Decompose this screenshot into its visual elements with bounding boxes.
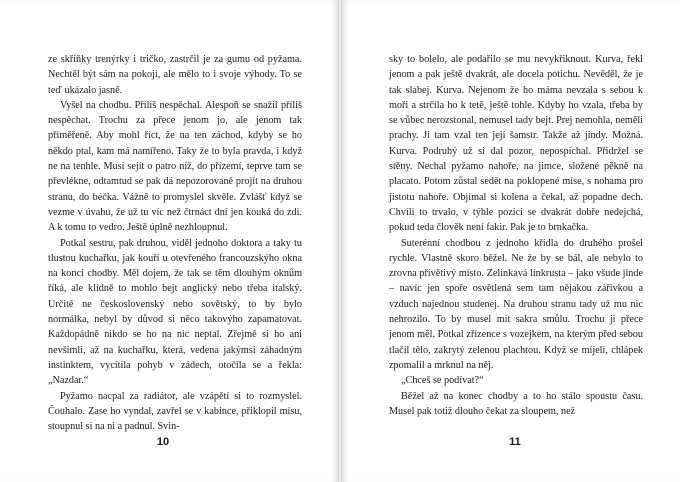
page-number: 10 (156, 436, 170, 448)
paragraph: sky to bolelo, ale podařilo se mu nevykřiknout. Kurva, řekl jenom a pak ještě dvakrát, ale docela potichu. Nevěděl, že je tak slabej. Kurva. Nejenom že ho máma nevzala s sebou k moři a strčila ho k tetě, ještě tohle. Kdyby ho vzala, třeba by se vůbec nerozstonal, nemusel tady bejt. Prej nemohla, neměli prachy. Ji tam vzal ten její šamstr. Takže až jindy. Možná. Kurva. Podruhý už si dal pozor, nepospíchal. Přidržel se stěny. Nechal pyžamo nahoře, na jimce, složené pěkně na placato. Potom zůstal sedět na poklopené míse, s nohama pro jistotu nahoře. Objímal si kolena a čekal, až popadne dech. Chvíli to trvalo, v týhle pozici se dvakrát dobře nedejchá, pokud teda člověk není fakir. Pak je to brnkačka. (389, 54, 643, 234)
right-page-text (389, 52, 643, 419)
paragraph: Potkal sestru, pak druhou, viděl jednoho doktora a taky tu tlustou kuchařku, jak kouří u otevřeného francouzskýho okna na konci chodby. Měl dojem, že tak se těm dlouhým oknům říká, ale klidně to mohlo bejt anglický nebo třeba italský. Určitě ne československý nebo sovětský, to by bylo normálka, nebyl by důvod si něco takovýho zapamatovat. Každopádně nikdo se ho na nic neptal. Zřejmě si ho ani nevšimli, až na kuchařku, která, vedena jakýmsi záhadným instinktem, vycítila pohyb v zádech, otočila se a řekla: „Nazdar.“ (48, 237, 302, 387)
paragraph: Pyžamo nacpal za radiátor, ale vzápětí si to rozmyslel. Čouhalo. Zase ho vyndal, zavřel se v kabince, přiklopil mísu, stoupnul si na ni a padnul. Svin- (48, 390, 302, 433)
left-page-text (48, 52, 302, 434)
left-page (0, 0, 338, 482)
right-page (342, 0, 680, 482)
paragraph: „Chceš se podívat?“ (401, 375, 484, 387)
paragraph: Běžel až na konec chodby a to ho stálo spoustu času. Musel pak totiž dlouho čekat za sloupem, než (389, 390, 643, 417)
paragraph: ze skříňky trenýrky i tričko, zastrčil je za gumu od pyžama. Nechtěl být sám na pokoji, ale mělo to i svoje výhody. To se teď ukázalo jasně. (48, 54, 302, 96)
paragraph: Suterénní chodbou z jednoho křídla do druhého prošel rychle. Vlastně skoro běžel. Ne že by se bál, ale nebylo to zrovna přívětivý místo. Zelinkavá linkrusta – jako všude jinde – navíc jen spoře osvětlená sem tam nějakou zářivkou a vzduch najednou studenej. Na druhou stranu tady už mu nic nehrozilo. To by musel mít sakra smůlu. Trochu ji přece jenom měl. Potkal zřízence s vozejkem, na kterým před sebou tlačil tělo, zakrytý zelenou plachtou. Když se míjeli, chlápek zpomalil a mrknul na něj. (389, 237, 643, 371)
paragraph: Vyšel na chodbu. Příliš nespěchal. Alespoň se snažil příliš nespěchat. Trochu za přece jenom jo, ale jenom tak přiměřeně. Aby mohl říct, že na ten záchod, kdyby se ho někdo ptal, kam má namířeno. Taky že to byla pravda, i když ne na tenhle. Musí sejít o patro níž, do přízemí, teprve tam se převlékne, odtamtud se pak dá nepozorovaně projít na druhou stranu, do béčka. Vážně to promyslel skvěle. Zvlášť když se vezme v úvahu, že už tu víc než čtrnáct dní jen kouká do zdi. A k tomu to vedro. Ještě úplně nezhloupnul. (48, 99, 302, 234)
page-number: 11 (509, 436, 521, 448)
